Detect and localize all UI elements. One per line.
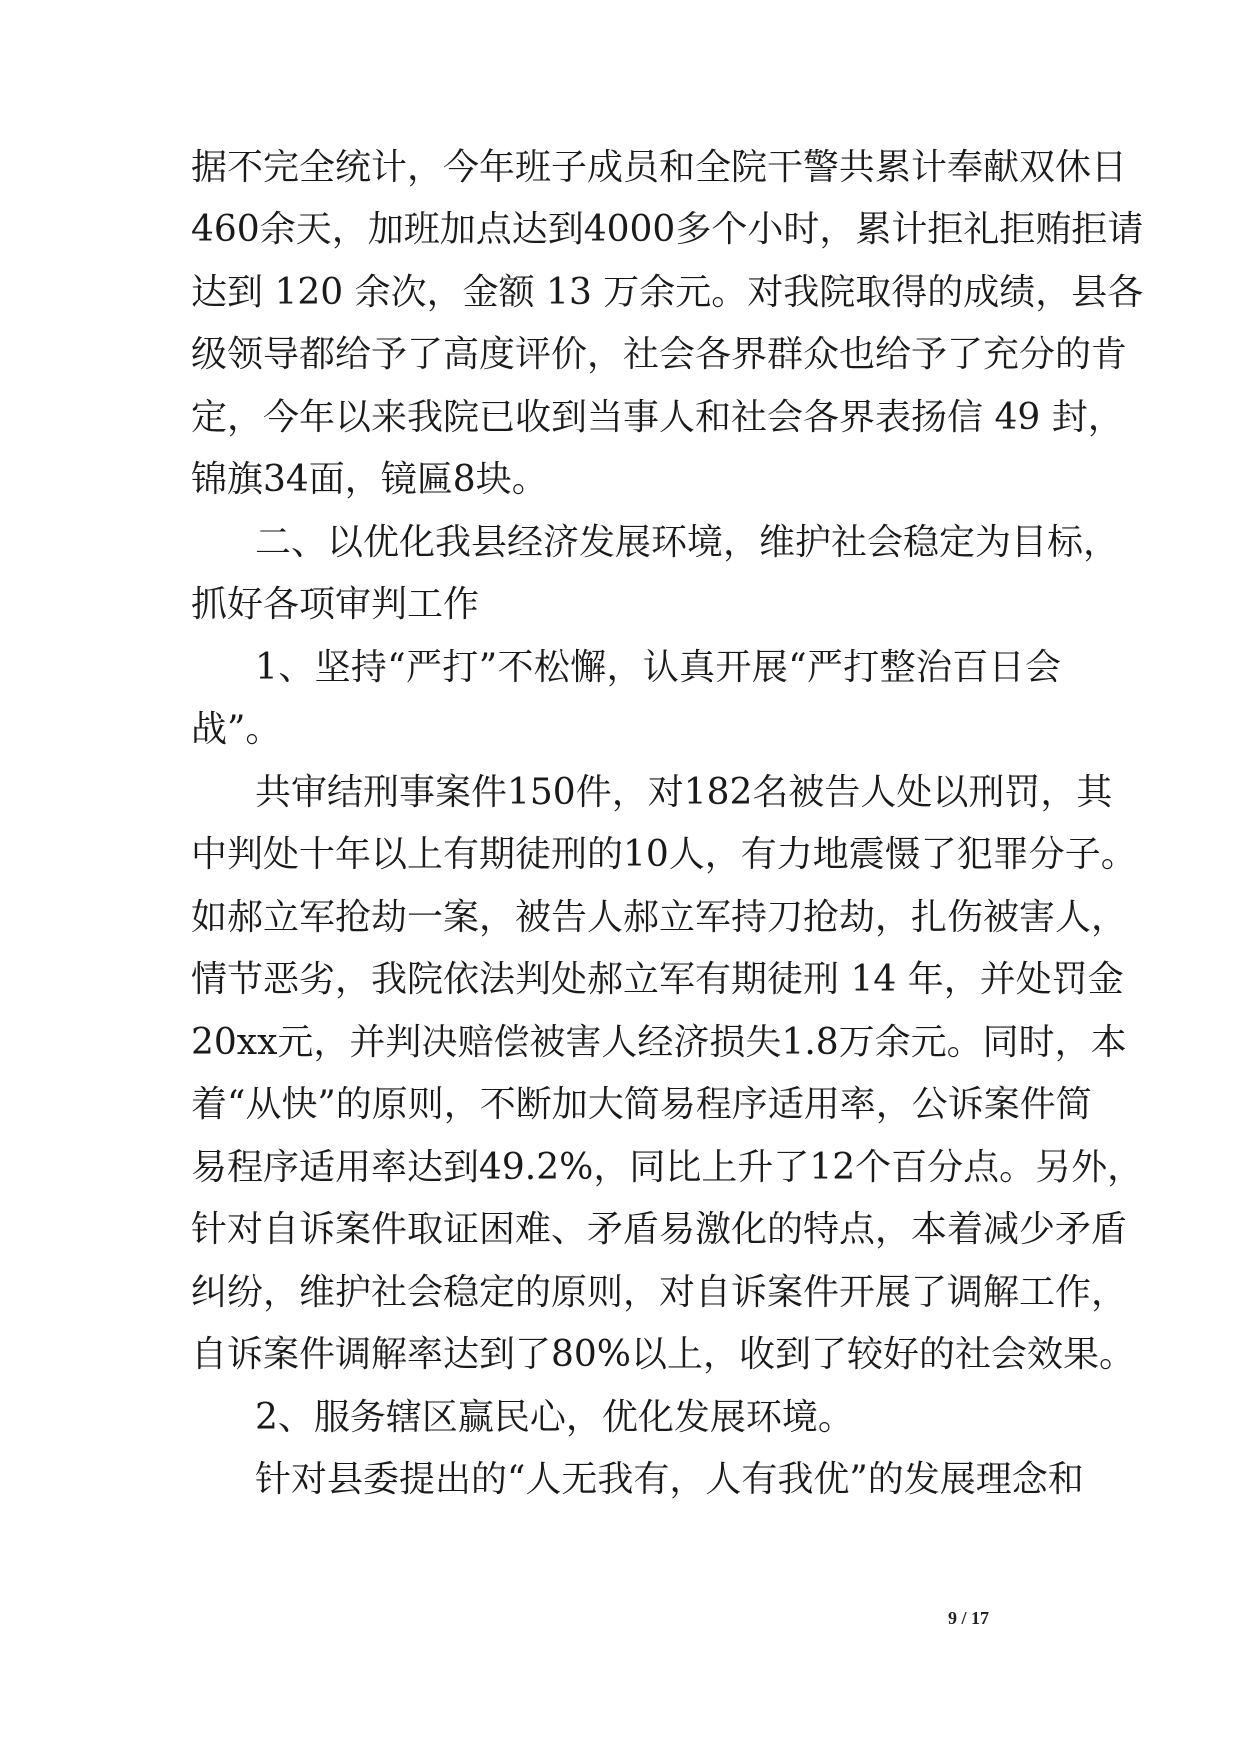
body-text-line: 自诉案件调解率达到了80%以上，收到了较好的社会效果。 <box>191 1334 1136 1375</box>
body-text-line: 级领导都给予了高度评价，社会各界群众也给予了充分的肯 <box>191 334 1128 375</box>
body-text-line: 达到 120 余次，金额 13 万余元。对我院取得的成绩，县各 <box>191 272 1144 313</box>
body-text-line: 纠纷，维护社会稳定的原则，对自诉案件开展了调解工作， <box>191 1272 1128 1313</box>
body-text-line: 着“从快”的原则，不断加大简易程序适用率，公诉案件简 <box>191 1084 1092 1125</box>
subheading-line: 战”。 <box>191 709 282 750</box>
body-text-line: 易程序适用率达到49.2%，同比上升了12个百分点。另外， <box>191 1147 1144 1188</box>
body-text-line: 针对自诉案件取证困难、矛盾易激化的特点，本着减少矛盾 <box>191 1209 1128 1250</box>
section-heading-line: 抓好各项审判工作 <box>191 584 480 625</box>
body-text-line: 据不完全统计，今年班子成员和全院干警共累计奉献双休日 <box>191 147 1128 188</box>
body-text-line: 锦旗34面，镜匾8块。 <box>191 459 548 500</box>
body-text-line: 定，今年以来我院已收到当事人和社会各界表扬信 49 封， <box>191 397 1124 438</box>
section-heading-line: 二、以优化我县经济发展环境，维护社会稳定为目标， <box>255 522 1120 563</box>
subheading-line: 2、服务辖区赢民心，优化发展环境。 <box>255 1397 854 1438</box>
subheading-line: 1、坚持“严打”不松懈，认真开展“严打整治百日会 <box>255 647 1061 688</box>
body-text-line: 如郝立军抢劫一案，被告人郝立军持刀抢劫，扎伤被害人， <box>191 897 1128 938</box>
page-number: 9 / 17 <box>948 1608 990 1628</box>
body-text-line: 共审结刑事案件150件，对182名被告人处以刑罚，其 <box>255 772 1113 813</box>
body-text-line: 针对县委提出的“人无我有，人有我优”的发展理念和 <box>255 1459 1084 1500</box>
body-text-line: 460余天，加班加点达到4000多个小时，累计拒礼拒贿拒请 <box>191 209 1144 250</box>
body-text-line: 20xx元，并判决赔偿被害人经济损失1.8万余元。同时，本 <box>191 1022 1127 1063</box>
body-text-line: 情节恶劣，我院依法判处郝立军有期徒刑 14 年，并处罚金 <box>191 959 1124 1000</box>
body-text-line: 中判处十年以上有期徒刑的10人，有力地震慑了犯罪分子。 <box>191 834 1137 875</box>
